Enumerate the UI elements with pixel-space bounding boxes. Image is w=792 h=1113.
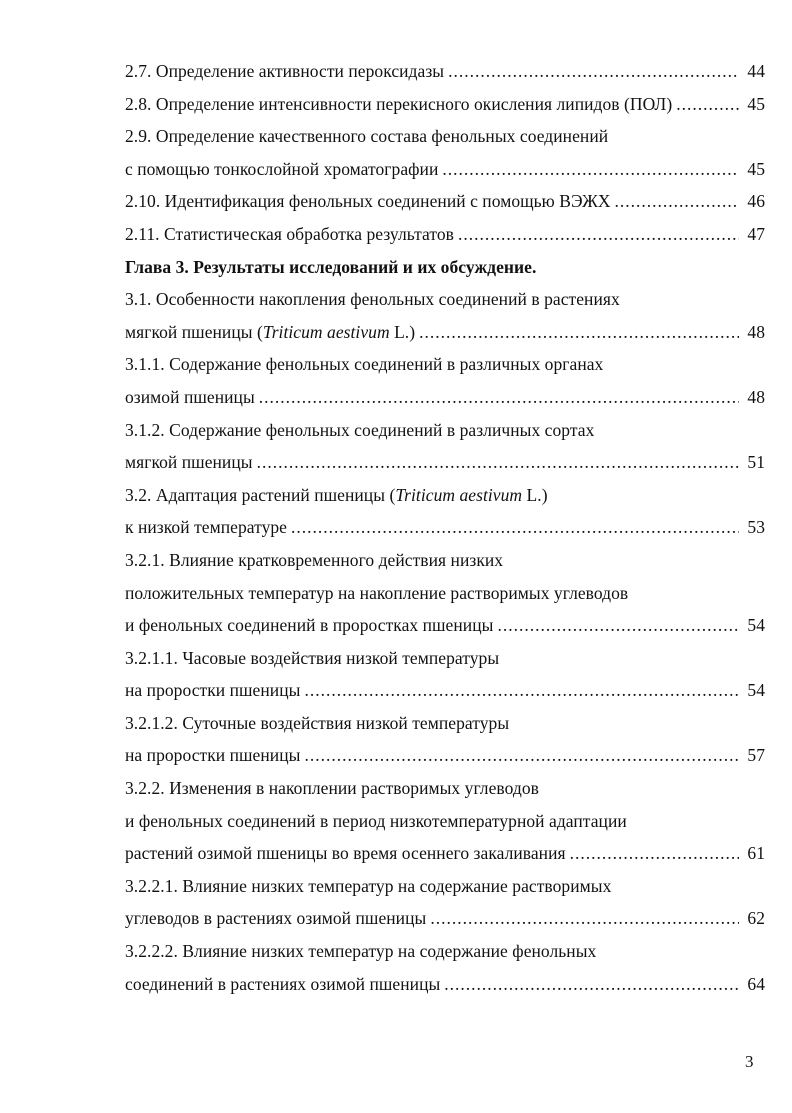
leader-dots	[676, 88, 739, 121]
toc-entry-title: 2.8. Определение интенсивности перекисного окисления липидов (ПОЛ)	[125, 93, 673, 114]
toc-entry-title: растений озимой пшеницы во время осеннего закаливания	[125, 843, 566, 864]
toc-entry-title: мягкой пшеницы (Triticum aestivum L.)	[125, 321, 416, 342]
leader-dots	[570, 837, 739, 870]
toc-entry-3-2-1-1	[125, 674, 765, 707]
toc-page-number: 54	[747, 615, 765, 636]
toc-entry-2-9	[125, 153, 765, 186]
toc-entry-3-2-2-2	[125, 968, 765, 1001]
toc-entry-3-2-1	[125, 609, 765, 642]
toc-page-number: 47	[747, 223, 765, 244]
leader-dots	[444, 968, 739, 1001]
toc-entry-title: озимой пшеницы	[125, 386, 255, 407]
toc-page-number: 57	[747, 745, 765, 766]
toc-entry-2-10	[125, 185, 765, 218]
toc-entry-2-11	[125, 218, 765, 251]
toc-entry-title: на проростки пшеницы	[125, 745, 301, 766]
leader-dots	[419, 316, 739, 349]
leader-dots	[448, 55, 739, 88]
leader-dots	[497, 609, 739, 642]
toc-page-number: 46	[747, 191, 765, 212]
toc-page-number: 48	[747, 321, 765, 342]
toc-entry-title: с помощью тонкослойной хроматографии	[125, 158, 439, 179]
leader-dots	[458, 218, 739, 251]
toc-entry-3-2-1-2	[125, 739, 765, 772]
latin-species-name: Triticum aestivum	[262, 321, 390, 342]
toc-entry-3-2-1-1-line1: 3.2.1.1. Часовые воздействия низкой температуры	[125, 647, 500, 668]
toc-entry-2-9-line1: 2.9. Определение качественного состава фенольных соединений	[125, 126, 609, 147]
toc-entry-title: на проростки пшеницы	[125, 680, 301, 701]
toc-entry-3-2-2	[125, 837, 765, 870]
toc-entry-3-2-2-line1: 3.2.2. Изменения в накоплении растворимых углеводов	[125, 778, 539, 799]
leader-dots	[430, 902, 739, 935]
toc-entry-title: 2.10. Идентификация фенольных соединений с помощью ВЭЖХ	[125, 191, 611, 212]
leader-dots	[259, 381, 739, 414]
toc-page-number: 54	[747, 680, 765, 701]
toc-entry-title: к низкой температуре	[125, 517, 287, 538]
toc-page-number: 45	[747, 93, 765, 114]
toc-page-number: 44	[747, 61, 765, 81]
leader-dots	[304, 674, 739, 707]
toc-entry-3-1-2	[125, 446, 765, 479]
toc-page-number: 51	[747, 452, 765, 473]
leader-dots	[257, 446, 739, 479]
latin-species-name: Triticum aestivum	[395, 484, 523, 505]
toc-entry-title: углеводов в растениях озимой пшеницы	[125, 908, 427, 929]
toc-entry-3-2-line1: 3.2. Адаптация растений пшеницы (Triticum aestivum L.)	[125, 484, 548, 505]
toc-entry-title: мягкой пшеницы	[125, 452, 253, 473]
toc-entry-3-2-2-2-line1: 3.2.2.2. Влияние низких температур на содержание фенольных	[125, 941, 597, 962]
page-number: 3	[745, 1052, 754, 1071]
toc-entry-title: и фенольных соединений в проростках пшеницы	[125, 615, 494, 636]
toc-entry-3-2	[125, 511, 765, 544]
toc-page-number: 48	[747, 386, 765, 407]
toc-entry-2-7	[125, 55, 765, 88]
toc-entry-3-2-1-2-line1: 3.2.1.2. Суточные воздействия низкой температуры	[125, 712, 510, 733]
toc-entry-3-1-line1: 3.1. Особенности накопления фенольных соединений в растениях	[125, 289, 620, 310]
toc-page-number: 64	[747, 973, 765, 994]
toc-entry-3-2-1-line2: положительных температур на накопление растворимых углеводов	[125, 582, 629, 603]
leader-dots	[615, 185, 739, 218]
toc-entry-3-2-2-1-line1: 3.2.2.1. Влияние низких температур на содержание растворимых	[125, 875, 612, 896]
toc-entry-title: 2.7. Определение активности пероксидазы	[125, 61, 445, 81]
toc-entry-3-2-2-1	[125, 902, 765, 935]
toc-entry-3-1	[125, 316, 765, 349]
leader-dots	[291, 511, 739, 544]
table-of-contents	[125, 55, 765, 1000]
leader-dots	[442, 153, 739, 186]
leader-dots	[304, 739, 739, 772]
toc-entry-title: 2.11. Статистическая обработка результатов	[125, 223, 454, 244]
toc-page-number: 53	[747, 517, 765, 538]
toc-entry-3-1-2-line1: 3.1.2. Содержание фенольных соединений в различных сортах	[125, 419, 595, 440]
toc-page-number: 61	[747, 843, 765, 864]
toc-page-number: 62	[747, 908, 765, 929]
toc-entry-3-2-1-line1: 3.2.1. Влияние кратковременного действия низких	[125, 549, 504, 570]
toc-page-number: 45	[747, 158, 765, 179]
toc-entry-3-1-1	[125, 381, 765, 414]
chapter-3-heading: Глава 3. Результаты исследований и их обсуждение.	[125, 256, 537, 277]
toc-entry-title: соединений в растениях озимой пшеницы	[125, 973, 441, 994]
toc-entry-3-2-2-line2: и фенольных соединений в период низкотемпературной адаптации	[125, 810, 627, 831]
toc-entry-2-8	[125, 88, 765, 121]
toc-entry-3-1-1-line1: 3.1.1. Содержание фенольных соединений в различных органах	[125, 354, 604, 375]
